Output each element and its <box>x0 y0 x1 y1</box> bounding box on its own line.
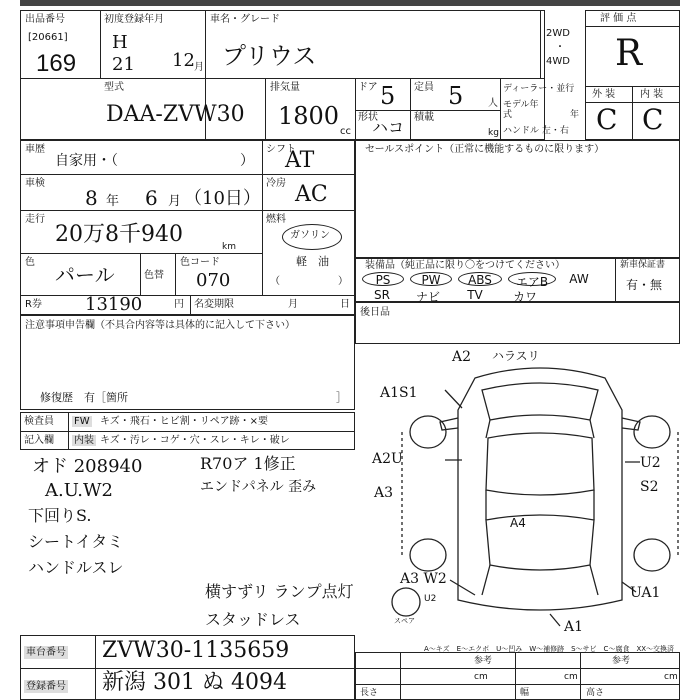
model-year-label: モデル年式 <box>503 100 539 120</box>
yen-unit: 円 <box>174 299 184 310</box>
note-odo: オド 208940 <box>32 456 143 477</box>
sales-point-label: セールスポイント（正常に機能するものに限ります） <box>365 144 605 155</box>
car-name: プリウス <box>222 42 317 70</box>
capacity-unit: 人 <box>488 98 498 109</box>
inspector-label: 検査員 <box>24 416 54 427</box>
shift-label: シフト <box>266 144 296 155</box>
model-label: 型式 <box>104 82 124 93</box>
equipment-tv: TV <box>467 288 483 302</box>
chassis-value: ZVW30-1135659 <box>102 638 290 663</box>
km-unit: km <box>222 242 236 252</box>
ref-table <box>355 652 680 700</box>
load-label: 積載 <box>414 112 434 123</box>
exterior-grade: C <box>596 103 618 136</box>
cm-unit-2: cm <box>564 672 578 682</box>
cm-unit-1: cm <box>474 672 488 682</box>
color-value: パール <box>55 263 115 287</box>
diag-u2-bottom: U2 <box>424 594 437 604</box>
model: DAA-ZVW30 <box>106 102 245 127</box>
reg-month: 12 <box>172 50 195 71</box>
fuel-diesel: 軽 油 <box>296 255 329 268</box>
recycle-value: 13190 <box>85 294 143 315</box>
registration-label: 登録番号 <box>26 681 66 692</box>
auction-no-label: 出品番号 <box>25 14 65 25</box>
interior-grade: C <box>642 103 664 136</box>
note-endpanel: エンドパネル 歪み <box>200 479 317 495</box>
usage-close: ） <box>240 153 254 169</box>
equipment-aw: AW <box>569 272 589 286</box>
equipment-sr: SR <box>374 288 390 302</box>
writer-label: 記入欄 <box>24 435 54 446</box>
cm-unit-3: cm <box>664 672 678 682</box>
inspection-year: 8 <box>85 186 98 210</box>
width-label: 幅 <box>520 688 530 698</box>
era: H <box>112 32 128 53</box>
shift-value: AT <box>285 148 315 173</box>
equipment-abs: ABS <box>458 272 502 286</box>
caution-label: 注意事項申告欄（不具合内容等は具体的に記入して下さい） <box>25 320 295 331</box>
fw-tag: FW <box>74 416 90 427</box>
fuel-paren-open: （ <box>270 276 280 287</box>
diag-a1-bottom: A1 <box>564 619 584 635</box>
transfer-month-unit: 月 <box>288 299 298 310</box>
diag-ua1: UA1 <box>630 585 661 601</box>
fuel-gasoline: ガソリン <box>290 230 330 241</box>
note-handle: ハンドルスレ <box>28 558 124 577</box>
after-reg-label: 後日品 <box>360 307 390 318</box>
diag-a1s1: A1S1 <box>380 385 418 401</box>
name-grade-label: 車名・グレード <box>210 14 280 25</box>
repair-close: ］ <box>336 391 347 404</box>
fw-items: キズ・飛石・ヒビ割・リペア跡・×要 <box>100 416 268 427</box>
diag-spare: スペア <box>394 617 415 625</box>
registration-value: 新潟 301 ぬ 4094 <box>102 670 287 695</box>
inspection-year-unit: 年 <box>106 194 120 209</box>
note-auw: A.U.W2 <box>45 480 113 501</box>
transfer-label: 名変期限 <box>194 299 234 310</box>
equipment-row1 <box>362 272 612 289</box>
sales-frame <box>355 140 680 258</box>
diag-a4: A4 <box>510 516 526 530</box>
ref-label: 参考 <box>474 656 493 666</box>
month-unit: 月 <box>194 62 204 73</box>
equipment-row2 <box>362 288 612 302</box>
kg-unit: kg <box>488 128 499 138</box>
fuel-label: 燃料 <box>266 214 286 225</box>
displacement: 1800 <box>278 102 340 130</box>
diag-a2: A2 <box>452 349 472 365</box>
warranty-label: 新車保証書 <box>620 260 666 270</box>
ac-value: AC <box>295 182 328 207</box>
mileage-value: 20万8千940 <box>55 222 183 247</box>
lot-number: 169 <box>36 50 77 77</box>
year-unit: 年 <box>570 110 580 120</box>
note-lamp: 横すずリ ランプ点灯 <box>205 582 354 601</box>
inspection-month: 6 <box>145 186 158 210</box>
warranty-value: 有・無 <box>626 278 663 292</box>
displacement-label: 排気量 <box>270 82 300 93</box>
transfer-day-unit: 日 <box>340 299 350 310</box>
equipment-airbag: エアB <box>508 272 556 286</box>
drive-4wd: 4WD <box>546 56 570 67</box>
exterior-label: 外 装 <box>592 89 616 100</box>
reg-year: 21 <box>112 54 135 75</box>
capacity: 5 <box>448 82 464 110</box>
diag-a3-left: A3 <box>374 485 394 501</box>
capacity-label: 定員 <box>414 82 434 93</box>
cc-unit: cc <box>340 126 351 137</box>
fuel-paren-close: ） <box>338 276 348 287</box>
inspection-label: 車検 <box>25 178 45 189</box>
note-studless: スタッドレス <box>205 610 301 629</box>
color-swap-label: 色替 <box>144 270 164 281</box>
mileage-label: 走行 <box>25 214 45 225</box>
after-reg-frame <box>355 302 680 344</box>
color-code-label: 色コード <box>180 257 220 268</box>
equipment-pw: PW <box>410 272 452 286</box>
shape-label: 形状 <box>358 112 378 123</box>
inspection-month-unit: 月 <box>168 194 182 209</box>
color-label: 色 <box>25 257 35 268</box>
equipment-label: 装備品（純正品に限り〇をつけてください） <box>365 260 565 271</box>
diag-s2: S2 <box>640 479 659 495</box>
shape: ハコ <box>372 118 405 137</box>
doors: 5 <box>380 82 396 110</box>
note-under: 下回りS. <box>28 506 92 525</box>
equipment-ps: PS <box>362 272 404 286</box>
ac-label: 冷房 <box>266 178 286 189</box>
inspection-day: （10日） <box>184 188 261 209</box>
chassis-label: 車台番号 <box>26 647 66 658</box>
equipment-leather: カワ <box>512 290 537 304</box>
height-label: 高さ <box>586 688 605 698</box>
eval-score: R <box>615 33 643 74</box>
diag-a2u: A2U <box>372 451 403 467</box>
equipment-navi: ナビ <box>415 290 440 304</box>
interior-label: 内 装 <box>640 89 664 100</box>
dealer-label: ディーラー・並行 <box>503 84 575 94</box>
interior-tag: 内装 <box>74 435 94 446</box>
repair-label: 修復歴 有［箇所 <box>40 391 128 404</box>
note-seat: シートイタミ <box>28 532 124 551</box>
first-reg-label: 初度登録年月 <box>104 14 164 25</box>
usage-value: 自家用・（ <box>55 153 118 169</box>
doors-label: ドア <box>358 82 378 93</box>
diag-scratch: ハラスリ <box>492 349 540 363</box>
top-band <box>20 0 680 6</box>
handle-label: ハンドル 左・右 <box>503 126 569 136</box>
drive-2wd: 2WD <box>546 28 570 39</box>
recycle-label: R券 <box>25 299 42 310</box>
auction-code: [20661] <box>28 32 68 43</box>
length-label: 長さ <box>360 688 379 698</box>
usage-label: 車歴 <box>25 144 45 155</box>
eval-label: 評 価 点 <box>600 13 637 24</box>
legend-text: A～キズ E～エクボ U～凹み W～補修跡 S～サビ C～腐食 XX～交換済 <box>424 645 675 653</box>
color-code: 070 <box>196 270 231 291</box>
diag-a3w2: A3 W2 <box>400 571 447 587</box>
diag-u2: U2 <box>640 455 661 471</box>
ref-label-2: 参考 <box>612 656 631 666</box>
interior-items: キズ・汚レ・コゲ・穴・スレ・キレ・破レ <box>100 435 290 446</box>
note-r70: R70ア 1修正 <box>200 454 296 473</box>
drive-dot: ・ <box>555 42 565 53</box>
